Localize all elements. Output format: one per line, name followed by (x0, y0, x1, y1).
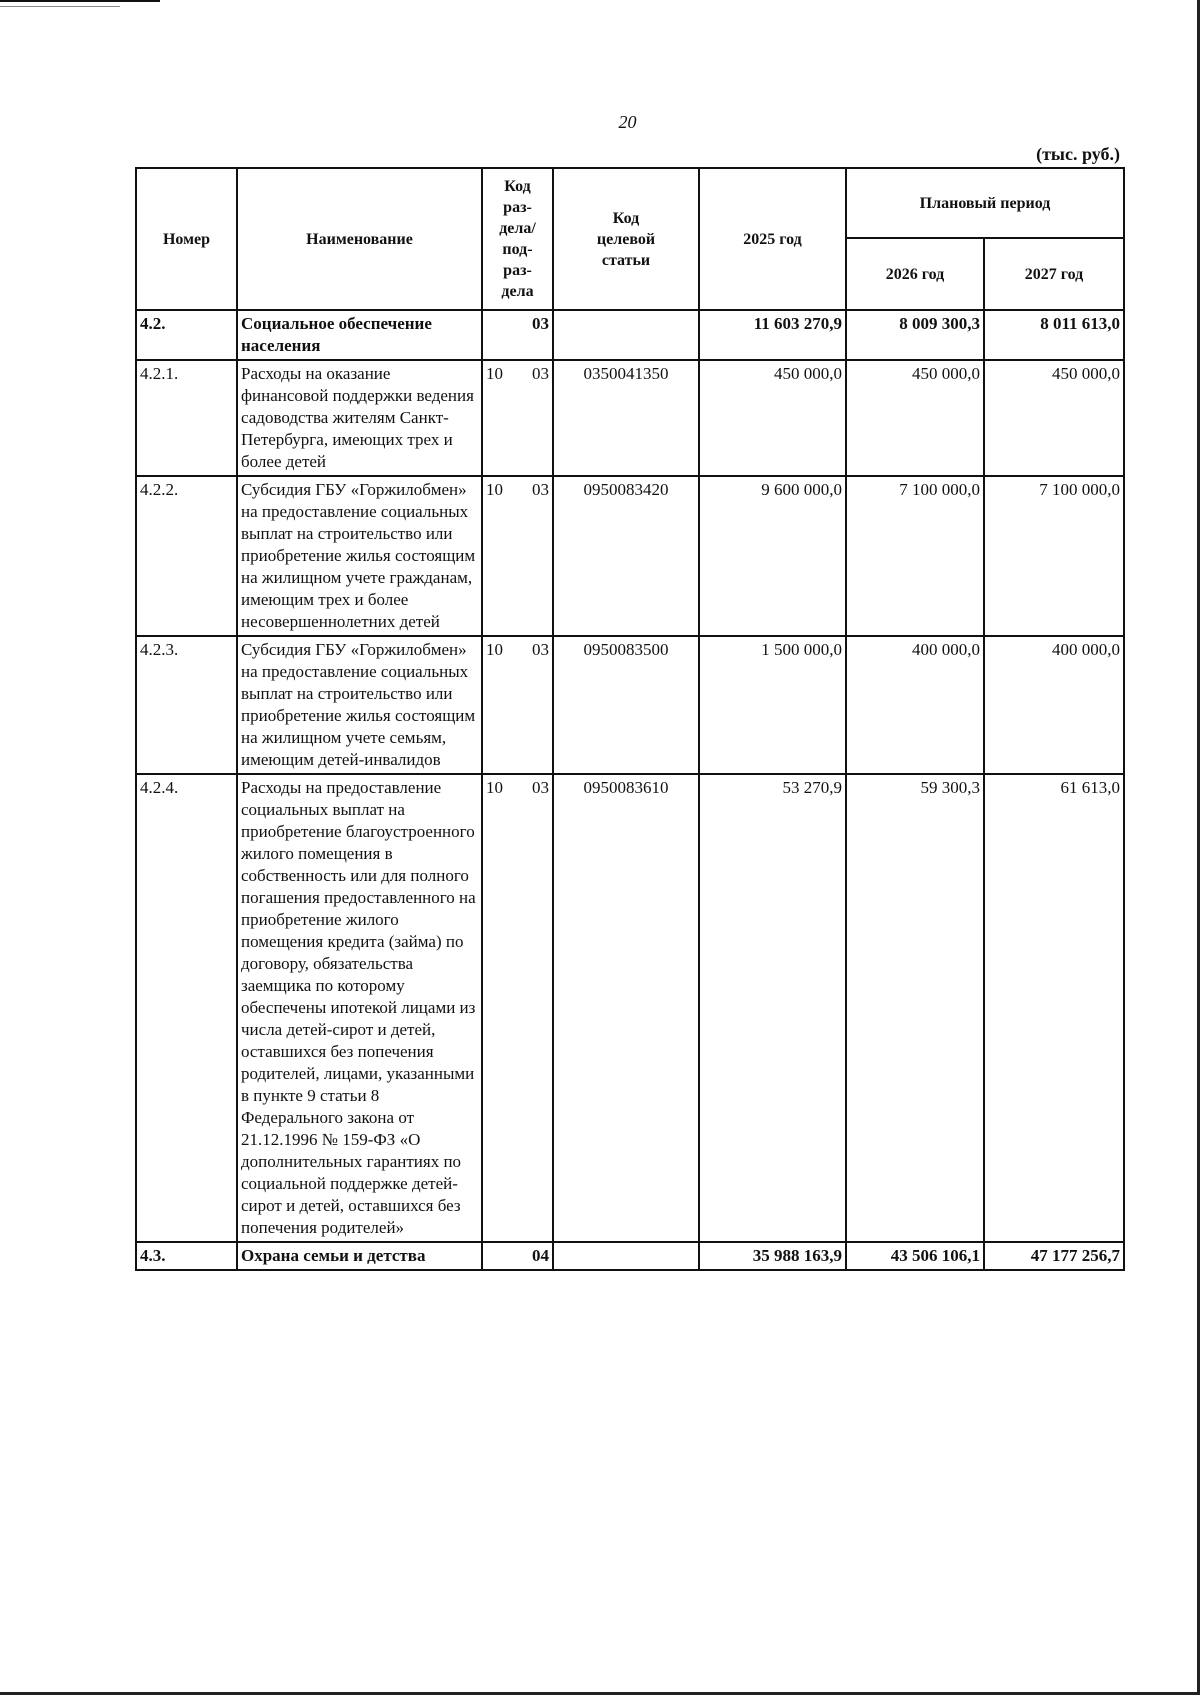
row-number: 4.2.3. (136, 636, 237, 774)
header-section: Код раз- дела/ под- раз- дела (482, 168, 553, 310)
table-row (136, 774, 1124, 1242)
row-value-2026: 8 009 300,3 (846, 310, 984, 360)
header-2025: 2025 год (699, 168, 846, 310)
row-value-2025: 11 603 270,9 (699, 310, 846, 360)
row-name: Расходы на предоставление социальных выплат на приобретение благоустроенного жилого помещения в собственность или для полного погашения предоставленного на приобретение жилого помещения кредита (займа) по договору, обязательства заемщика по которому обеспечены ипотекой лицами из числа детей-сирот и детей, оставшихся без попечения родителей, лицами, указанными в пункте 9 статьи 8 Федерального закона от 21.12.1996 № 159-ФЗ «О дополнительных гарантиях по социальной поддержке детей-сирот и детей, оставшихся без попечения родителей» (237, 774, 482, 1242)
row-value-2027: 8 011 613,0 (984, 310, 1124, 360)
row-value-2025: 9 600 000,0 (699, 476, 846, 636)
table-row (136, 360, 1124, 476)
row-number: 4.2.4. (136, 774, 237, 1242)
row-name: Субсидия ГБУ «Горжилобмен» на предоставление социальных выплат на строительство или приобретение жилья состоящим на жилищном учете гражданам, имеющим трех и более несовершеннолетних детей (237, 476, 482, 636)
subsection-code: 03 (532, 480, 549, 499)
section-code: 10 (486, 778, 503, 797)
subsection-code: 03 (532, 640, 549, 659)
section-code: 10 (486, 640, 503, 659)
row-value-2025: 1 500 000,0 (699, 636, 846, 774)
row-value-2027: 47 177 256,7 (984, 1242, 1124, 1270)
units-label: (тыс. руб.) (1036, 144, 1120, 164)
header-target: Код целевой статьи (553, 168, 699, 310)
row-section-code (482, 476, 553, 636)
scan-edge-line (0, 6, 120, 7)
row-target-code: 0950083420 (553, 476, 699, 636)
row-value-2027: 61 613,0 (984, 774, 1124, 1242)
row-value-2026: 7 100 000,0 (846, 476, 984, 636)
subsection-code: 04 (532, 1246, 549, 1265)
row-number: 4.2. (136, 310, 237, 360)
row-target-code: 0950083500 (553, 636, 699, 774)
row-section-code (482, 1242, 553, 1270)
table-row (136, 1242, 1124, 1270)
header-name: Наименование (237, 168, 482, 310)
row-value-2027: 400 000,0 (984, 636, 1124, 774)
header-number: Номер (136, 168, 237, 310)
header-2027: 2027 год (984, 238, 1124, 310)
row-target-code: 0950083610 (553, 774, 699, 1242)
row-value-2027: 450 000,0 (984, 360, 1124, 476)
subsection-code: 03 (532, 778, 549, 797)
row-name: Охрана семьи и детства (237, 1242, 482, 1270)
header-planned: Плановый период (846, 168, 1124, 238)
row-value-2025: 53 270,9 (699, 774, 846, 1242)
row-name: Социальное обеспечение населения (237, 310, 482, 360)
row-value-2026: 400 000,0 (846, 636, 984, 774)
row-value-2026: 59 300,3 (846, 774, 984, 1242)
row-value-2026: 450 000,0 (846, 360, 984, 476)
section-code: 10 (486, 364, 503, 383)
row-value-2025: 35 988 163,9 (699, 1242, 846, 1270)
row-section-code (482, 360, 553, 476)
row-value-2026: 43 506 106,1 (846, 1242, 984, 1270)
page-number: 20 (618, 112, 637, 132)
row-target-code (553, 1242, 699, 1270)
row-number: 4.3. (136, 1242, 237, 1270)
table-row (136, 476, 1124, 636)
row-target-code (553, 310, 699, 360)
row-section-code (482, 774, 553, 1242)
row-name: Расходы на оказание финансовой поддержки ведения садоводства жителям Санкт-Петербурга, имеющих трех и более детей (237, 360, 482, 476)
row-number: 4.2.1. (136, 360, 237, 476)
row-section-code (482, 636, 553, 774)
table-row (136, 636, 1124, 774)
subsection-code: 03 (532, 314, 549, 333)
row-value-2025: 450 000,0 (699, 360, 846, 476)
table-row (136, 310, 1124, 360)
subsection-code: 03 (532, 364, 549, 383)
section-code: 10 (486, 480, 503, 499)
scan-edge-line (0, 0, 160, 2)
row-value-2027: 7 100 000,0 (984, 476, 1124, 636)
row-target-code: 0350041350 (553, 360, 699, 476)
row-name: Субсидия ГБУ «Горжилобмен» на предоставление социальных выплат на строительство или приобретение жилья состоящим на жилищном учете семьям, имеющим детей-инвалидов (237, 636, 482, 774)
row-number: 4.2.2. (136, 476, 237, 636)
budget-table (135, 167, 1125, 1271)
row-section-code (482, 310, 553, 360)
header-2026: 2026 год (846, 238, 984, 310)
